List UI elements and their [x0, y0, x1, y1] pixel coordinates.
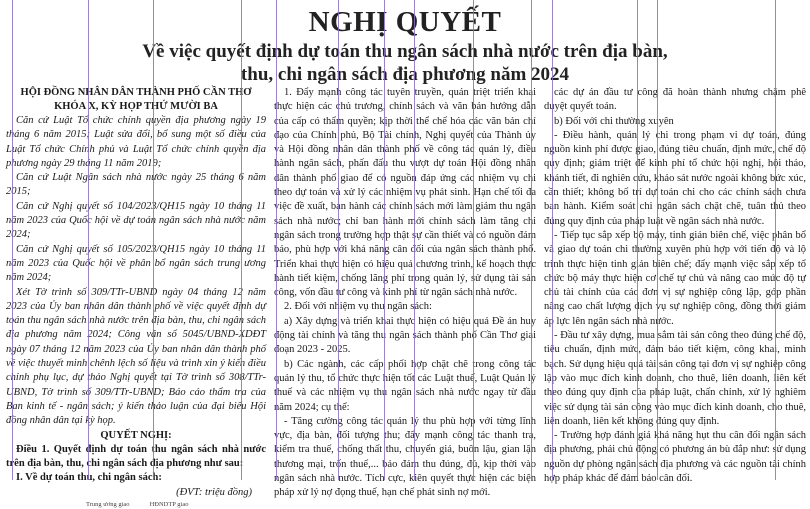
guide-line — [531, 0, 532, 480]
body-paragraph: - Đầu tư xây dựng, mua sắm tài sản công theo đúng chế độ, tiêu chuẩn, định mức, đảm bảo tiết kiệm, công khai, minh bạch. Sử dụng hiệu quả tài sản công tại đơn vị sự nghiệp công lập vào mục đích kinh doanh, cho thuê, liên doanh, liên kết theo đúng quy định của pháp luật, chấn chỉnh, xử lý nghiêm việc sử dụng tài sản công vào mục đích kinh doanh, cho thuê, liên doanh, liên kết không đúng quy định. — [544, 330, 806, 427]
guide-line — [338, 0, 339, 480]
guide-line — [414, 0, 415, 480]
column-3 — [544, 86, 806, 485]
table-header-fragment — [6, 500, 266, 509]
guide-line — [384, 0, 385, 480]
council-name: HỘI ĐỒNG NHÂN DÂN THÀNH PHỐ CẦN THƠ — [20, 87, 252, 98]
column-2 — [274, 86, 536, 499]
legal-basis-paragraph: Căn cứ Nghị quyết số 104/2023/QH15 ngày 10 tháng 11 năm 2023 của Quốc hội về dự toán ngân sách nhà nước năm 2024; — [6, 200, 266, 241]
body-paragraph: a) Xây dựng và triển khai thực hiện có hiệu quả Đề án huy động tài chính và tăng thu ngân sách thành phố Cần Thơ giai đoạn 2023 - 2025. — [274, 315, 536, 356]
body-paragraph: b) Đối với chi thường xuyên — [554, 115, 674, 127]
guide-line — [12, 0, 13, 480]
body-paragraph: 1. Đẩy mạnh công tác tuyên truyền, quán triệt triển khai thực hiện các chủ trương, chính sách và văn bản hướng dẫn của cấp có thẩm quyền; kịp thời thể chế hóa các văn bản chỉ đạo của Chính phủ, Bộ Tài chính, Nghị quyết của Thành ủy và Hội đồng nhân dân thành phố về công tác quản lý, điều hành ngân sách, phấn đấu thu vượt dự toán Hội đồng nhân dân thành phố giao để có nguồn đáp ứng các nhiệm vụ chi theo dự toán và xử lý các nhiệm vụ phát sinh. Hạn chế tối đa việc đề xuất, ban hành các chính sách mới làm giảm thu ngân sách nhà nước; chỉ ban hành mới chính sách làm tăng chi ngân sách trong trường hợp thật sự cần thiết và có nguồn đảm bảo, phù hợp với khả năng cân đối của ngân sách thành phố. Triển khai thực hiện có hiệu quả chương trình, kế hoạch thực hành tiết kiệm, chống lãng phí trong quản lý, sử dụng tài sản công, vốn đầu tư công và kinh phí từ ngân sách nhà nước. — [274, 87, 536, 299]
guide-line — [241, 0, 242, 480]
table-header-central: Trung ương giao — [86, 501, 130, 509]
legal-basis-paragraph: Xét Tờ trình số 309/TTr-UBND ngày 04 tháng 12 năm 2023 của Ủy ban nhân dân thành phố về việc quyết định dự toán thu ngân sách nhà nước trên địa bàn, thu, chi ngân sách địa phương năm 2024; Công văn số 5045/UBND-XDĐT ngày 07 tháng 12 năm 2023 của Ủy ban nhân dân thành phố về việc thuyết minh chênh lệch số liệu và trình xin ý kiến điều chỉnh phụ lục, dự thảo Nghị quyết tại Tờ trình số 308/TTr-UBND, Tờ trình số 309/TTr-UBND; Báo cáo thẩm tra của Ban kinh tế - ngân sách; ý kiến thảo luận của đại biểu Hội đồng nhân dân tại kỳ họp. — [6, 286, 266, 427]
column-1 — [6, 86, 266, 509]
guide-line — [88, 0, 89, 480]
resolves-heading: QUYẾT NGHỊ: — [100, 429, 172, 441]
body-paragraph: các dự án đầu tư công đã hoàn thành nhưng chậm phê duyệt quyết toán. — [544, 87, 806, 113]
guide-line — [637, 0, 638, 480]
unit-note: (ĐVT: triệu đồng) — [176, 486, 252, 498]
table-header-council: HĐNDTP giao — [149, 501, 189, 509]
document-title: NGHỊ QUYẾT — [308, 6, 502, 38]
body-paragraph: - Tăng cường công tác quản lý thu phù hợp với từng lĩnh vực, địa bàn, đối tượng thu; đẩy mạnh công tác thanh tra, kiểm tra thuế, chống thất thu, chuyển giá, buôn lậu, gian lận thương mại, trốn thuế,... bảo đảm thu đúng, đủ, kịp thời vào ngân sách nhà nước. Tích cực, kiên quyết thực hiện các biện pháp xử lý nợ đọng thuế, hạn chế phát sinh nợ mới. — [274, 415, 536, 499]
body-paragraph: 2. Đối với nhiệm vụ thu ngân sách: — [284, 301, 432, 313]
document-subtitle — [0, 40, 810, 86]
subtitle-line-2: thu, chi ngân sách địa phương năm 2024 — [240, 64, 570, 85]
guide-line — [153, 0, 154, 480]
body-paragraph: - Điều hành, quản lý chi trong phạm vi dự toán, đúng nguồn kinh phí được giao, đúng tiêu chuẩn, định mức, chế độ quy định; giảm triệt để kinh phí tổ chức hội nghị, hội thảo, khánh tiết, đi nghiên cứu, khảo sát nước ngoài không bức xúc, cần thiết; không bố trí dự toán chi cho các chính sách chưa ban hành. Kiểm soát chi ngân sách chặt chẽ, tuân thủ theo đúng quy định của pháp luật về ngân sách nhà nước. — [544, 129, 806, 227]
subtitle-line-1: Về việc quyết định dự toán thu ngân sách nhà nước trên địa bàn, — [142, 41, 668, 62]
council-heading — [6, 86, 266, 113]
section-i-heading: I. Về dự toán thu, chi ngân sách: — [16, 472, 162, 484]
session-name: KHÓA X, KỲ HỌP THỨ MƯỜI BA — [54, 100, 218, 112]
legal-basis-paragraph: Căn cứ Luật Ngân sách nhà nước ngày 25 tháng 6 năm 2015; — [6, 172, 266, 198]
legal-basis-paragraph: Căn cứ Luật Tổ chức chính quyền địa phương ngày 19 tháng 6 năm 2015; Luật sửa đổi, bổ sung một số điều của Luật Tổ chức Chính phủ và Luật Tổ chức chính quyền địa phương ngày 29 tháng 11 năm 2019; — [6, 115, 266, 169]
article-1: Điều 1. Quyết định dự toán thu ngân sách nhà nước trên địa bàn, thu, chi ngân sách địa phương như sau: — [6, 443, 266, 470]
body-paragraph: - Tiếp tục sắp xếp bộ máy, tinh giản biên chế, việc phân bổ và giao dự toán chi thường xuyên phù hợp với tiến độ và lộ trình thực hiện tinh giản biên chế; đẩy mạnh việc sắp xếp tổ chức bộ máy thực hiện cơ chế tự chủ và nâng cao mức độ tự chủ tài chính của các đơn vị sự nghiệp công lập, góp phần nâng cao chất lượng dịch vụ sự nghiệp công, đồng thời giảm áp lực lên ngân sách nhà nước. — [544, 229, 806, 327]
guide-line — [552, 0, 553, 480]
guide-line — [276, 0, 277, 480]
body-paragraph: - Trường hợp đánh giá khả năng hụt thu cân đối ngân sách địa phương, phải chủ động có phương án bù đắp như: sử dụng nguồn dự phòng ngân sách địa phương và các nguồn tài chính hợp pháp khác để đảm bảo cân đối. — [544, 430, 806, 485]
guide-line — [473, 0, 474, 480]
legal-basis-paragraph: Căn cứ Nghị quyết số 105/2023/QH15 ngày 10 tháng 11 năm 2023 của Quốc hội về phân bổ ngân sách trung ương năm 2024; — [6, 243, 266, 284]
guide-line — [657, 0, 658, 480]
guide-line — [775, 0, 776, 480]
body-paragraph: b) Các ngành, các cấp phối hợp chặt chẽ trong công tác quản lý thu, tổ chức thực hiện tốt các Luật thuế, Luật Quản lý thuế và các nhiệm vụ thu ngân sách nhà nước ngay từ đầu năm 2024; cụ thể: — [274, 358, 536, 413]
